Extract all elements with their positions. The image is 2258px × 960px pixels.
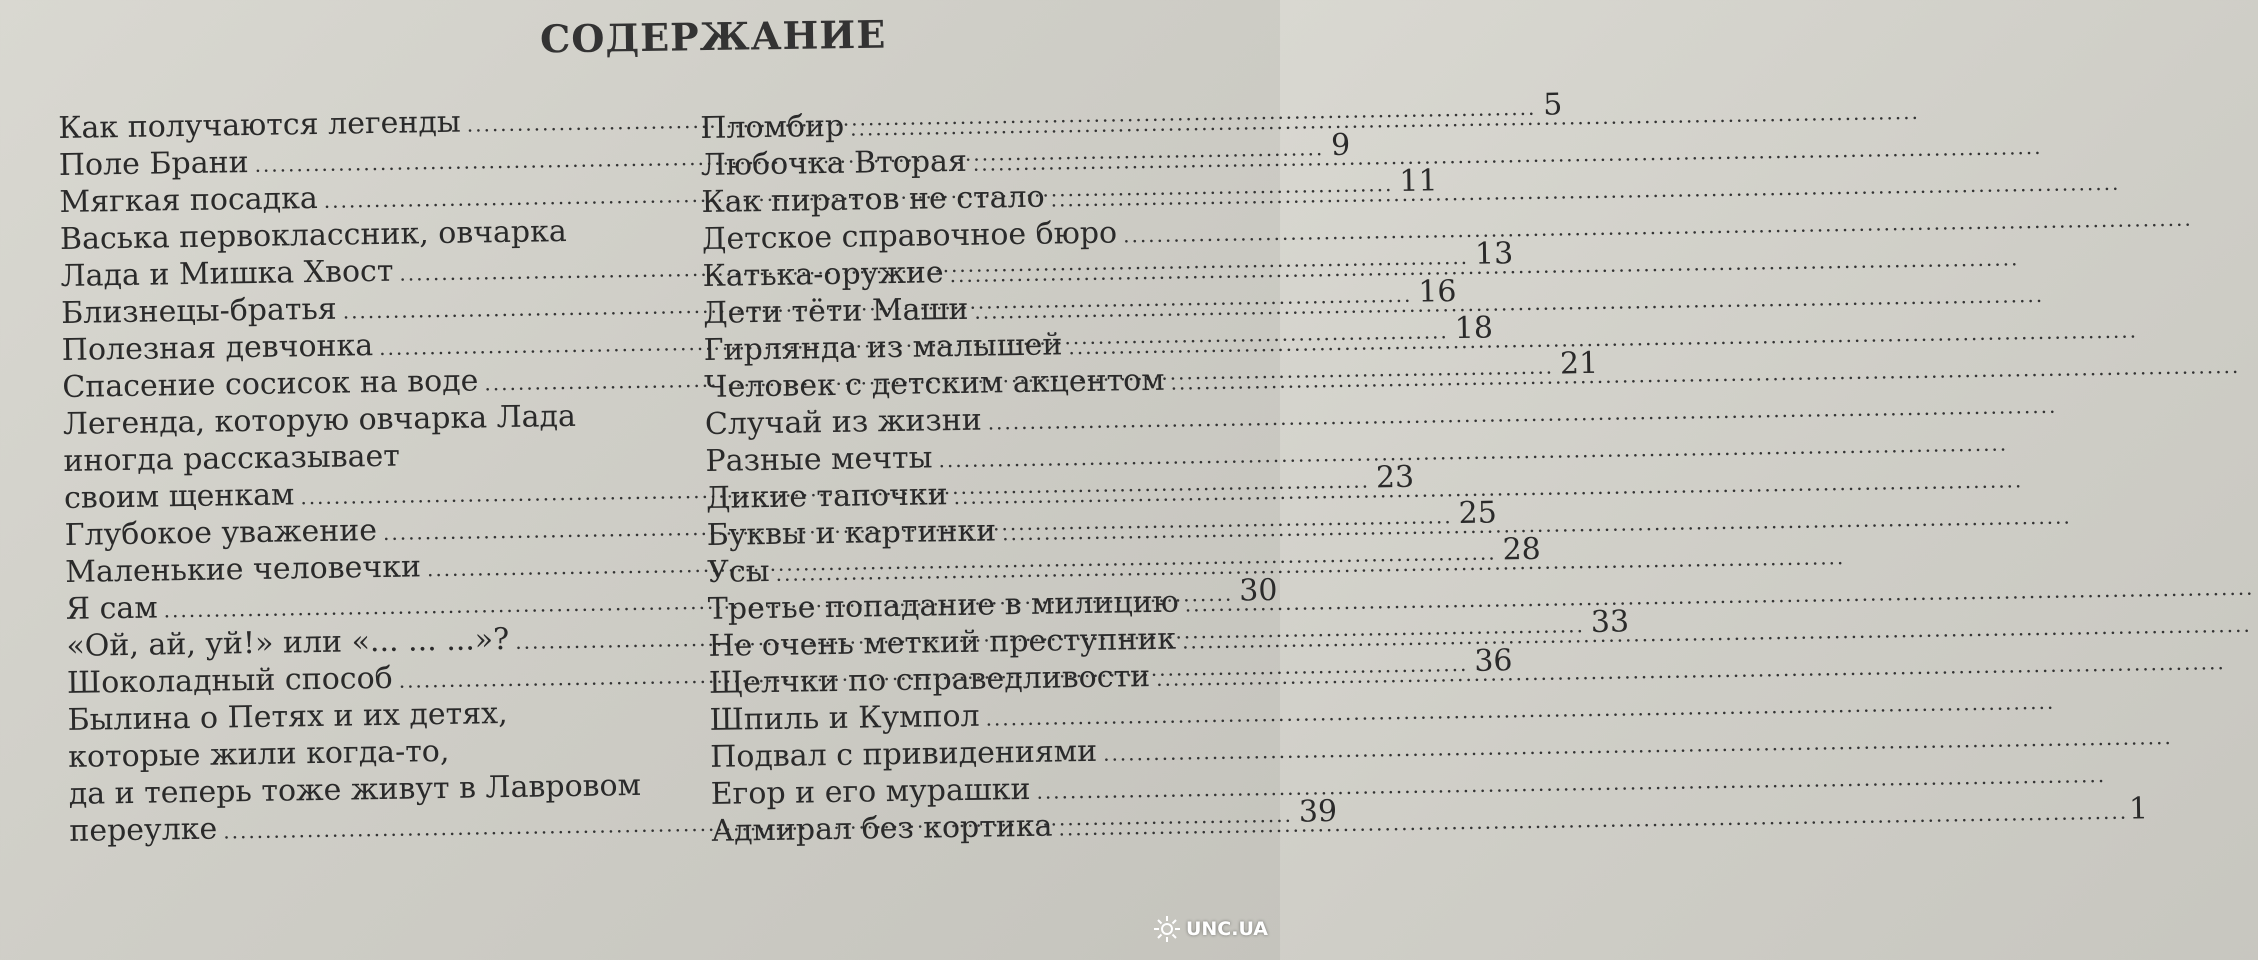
- toc-entry-title: Катька-оружие: [702, 255, 944, 294]
- toc-page-number: 36: [1474, 643, 1513, 679]
- toc-entry-title: Адмирал без кортика: [711, 808, 1053, 849]
- toc-entry-line: [703, 323, 1284, 369]
- toc-entry-title: Маленькие человечки: [64, 549, 422, 590]
- toc-entry-line: [704, 360, 1285, 406]
- toc-entry-title: Спасение сосисок на воде: [62, 363, 479, 405]
- toc-entry: [702, 249, 1283, 295]
- toc-entry-title: Легенда, которую овчарка Лада: [62, 398, 577, 442]
- toc-entry-title: Случай из жизни: [704, 402, 982, 442]
- toc-entry-title: своим щенкам: [63, 477, 295, 516]
- toc-entry: [706, 471, 1287, 517]
- toc-entry-title: Близнецы-братья: [60, 291, 337, 331]
- toc-entry: [710, 767, 1291, 813]
- toc-entry-title: Щелчки по справедливости: [708, 659, 1151, 701]
- toc-entry: [709, 693, 1290, 739]
- toc-entry-title: Усы: [706, 553, 770, 590]
- toc-entry-title: иногда рассказывает: [63, 438, 401, 479]
- toc-entry: [703, 286, 1284, 332]
- toc-page-number: 33: [1590, 604, 1630, 640]
- toc-entry-title: Шпиль и Кумпол: [709, 698, 980, 738]
- toc-page-number: 1: [2128, 791, 2149, 827]
- watermark-text: UNC.UA: [1185, 918, 1268, 940]
- toc-entry: [703, 323, 1284, 369]
- toc-entry-line: [705, 434, 1286, 480]
- toc-entry: [701, 175, 1282, 221]
- sun-logo-icon: [1152, 914, 1182, 944]
- toc-entry-title: Как пиратов не стало: [701, 179, 1045, 220]
- toc-entry-line: [702, 212, 1283, 258]
- toc-page-number: 9: [1330, 127, 1351, 164]
- toc-entry: [701, 138, 1282, 184]
- toc-entry-line: [705, 397, 1286, 443]
- toc-entry: [710, 730, 1291, 776]
- toc-entry-title: «Ой, ай, уй!» или «... ... ...»?: [66, 621, 510, 664]
- toc-entry-line: [710, 730, 1291, 776]
- toc-entry-title: Васька первоклассник, овчарка: [59, 214, 568, 257]
- toc-entry: [702, 212, 1283, 258]
- toc-entry-title: Егор и его мурашки: [710, 771, 1031, 812]
- toc-entry: [708, 619, 1289, 665]
- toc-entry-title: Не очень меткий преступник: [708, 621, 1177, 664]
- toc-entry-line: [701, 175, 1282, 221]
- toc-entry-line: [708, 619, 1289, 665]
- toc-entry-title: Лада и Мишка Хвост: [60, 253, 394, 294]
- toc-entry: [709, 656, 1290, 702]
- toc-entry-title: Я сам: [65, 590, 158, 627]
- toc-entry-line: [702, 249, 1283, 295]
- toc-entry-title: переулке: [69, 811, 218, 849]
- toc-page-number: 23: [1375, 459, 1415, 496]
- toc-page-number: 39: [1298, 793, 1338, 830]
- toc-page-number: 16: [1418, 274, 1457, 310]
- toc-entry-title: Детское справочное бюро: [701, 215, 1118, 257]
- toc-entry-title: Подвал с привидениями: [709, 733, 1098, 775]
- toc-page-number: 13: [1474, 236, 1514, 272]
- toc-entry: [704, 360, 1285, 406]
- toc-entry-title: Дети тёти Маши: [702, 291, 969, 331]
- toc-entry-title: Третье попадание в милицию: [707, 584, 1180, 627]
- toc-entry-title: Глубокое уважение: [64, 513, 378, 553]
- toc-entry-line: [701, 138, 1282, 184]
- toc-entry-title: Пломбир: [700, 108, 845, 146]
- toc-entry-line: [700, 101, 1281, 147]
- toc-page-number: 5: [1542, 87, 1563, 123]
- toc-entry-line: [709, 656, 1290, 702]
- toc-entry-title: да и теперь тоже живут в Лавровом: [68, 767, 642, 812]
- toc-entry-title: Полезная девчонка: [61, 328, 374, 368]
- toc-entry-title: Дикие тапочки: [705, 477, 948, 516]
- toc-entry-title: Разные мечты: [705, 440, 933, 479]
- toc-entry-title: Былина о Петях и их детях,: [67, 696, 508, 738]
- toc-entry-line: [703, 286, 1284, 332]
- toc-entry-title: Любочка Вторая: [700, 143, 968, 183]
- toc-page-number: 11: [1399, 163, 1438, 199]
- toc-entry-title: Гирлянда из малышей: [703, 327, 1063, 368]
- page-title: СОДЕРЖАНИЕ: [539, 11, 887, 62]
- toc-entry-title: Человек с детским акцентом: [704, 362, 1165, 405]
- toc-entry-title: Буквы и картинки: [706, 513, 997, 553]
- watermark: [1152, 914, 1268, 944]
- toc-page-number: 18: [1454, 310, 1494, 347]
- toc-page-number: 21: [1559, 345, 1599, 382]
- toc-entry-title: Мягкая посадка: [59, 180, 319, 220]
- toc-page-number: 30: [1238, 572, 1278, 609]
- toc-entry-line: [706, 471, 1287, 517]
- toc-entry: [705, 434, 1286, 480]
- toc-entry-line: [709, 693, 1290, 739]
- toc-entry: [705, 397, 1286, 443]
- toc-entry-title: которые жили когда-то,: [67, 733, 450, 775]
- toc-entry: [700, 101, 1281, 147]
- toc-entry-line: [710, 767, 1291, 813]
- toc-entry: [708, 582, 1289, 628]
- toc-entry-title: Как получаются легенды: [58, 104, 462, 146]
- toc-page-number: 28: [1502, 531, 1542, 568]
- toc-entry-title: Поле Брани: [58, 145, 249, 183]
- toc-entry-line: [708, 582, 1289, 628]
- toc-entry-title: Шоколадный способ: [66, 660, 393, 701]
- toc-page-number: 25: [1458, 495, 1498, 532]
